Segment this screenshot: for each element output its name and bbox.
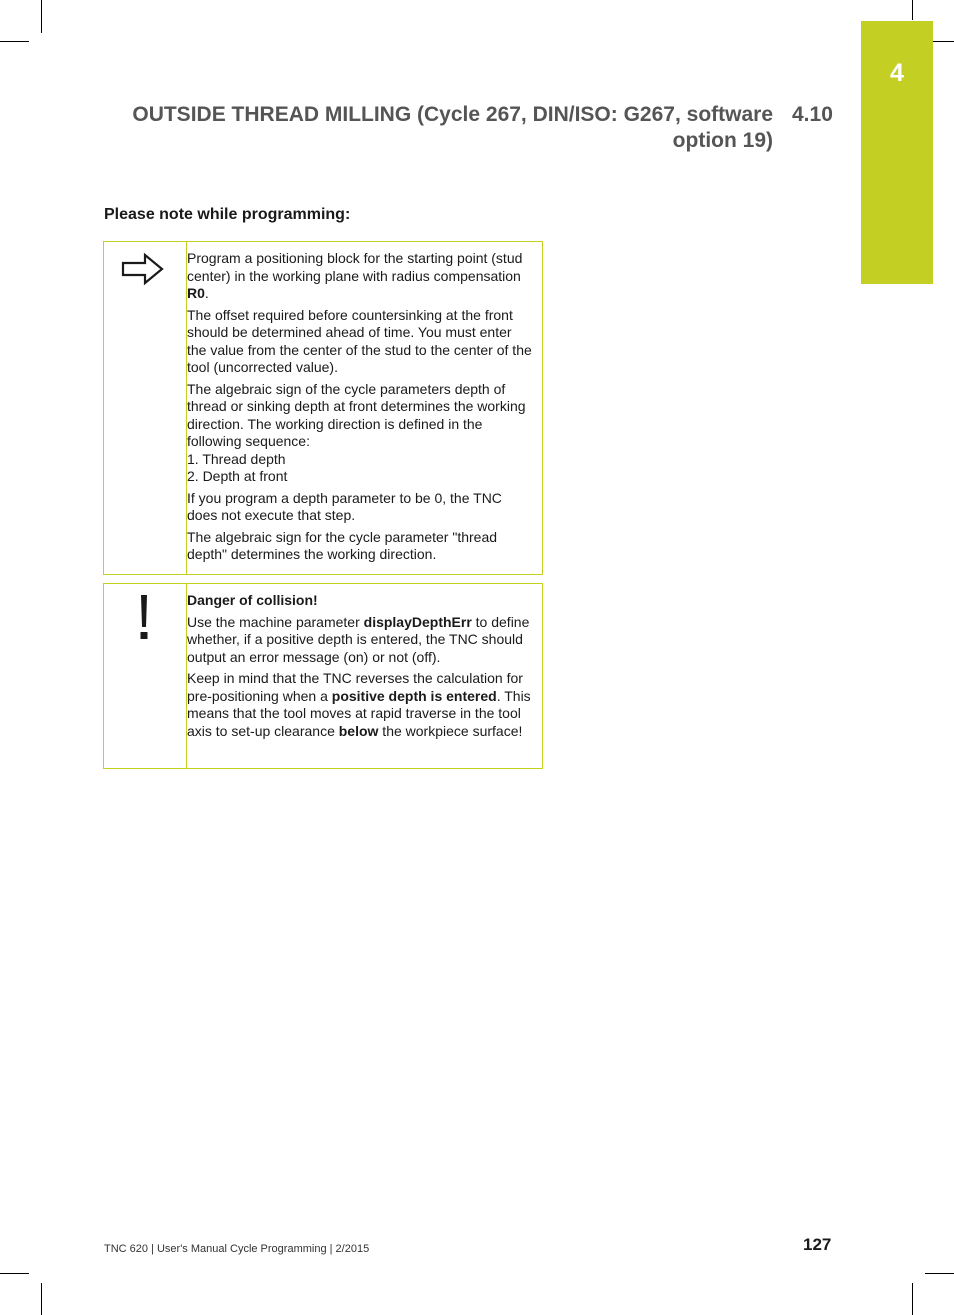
crop-mark <box>912 0 913 20</box>
note-paragraph <box>187 250 532 303</box>
info-note-text <box>186 242 542 572</box>
subheading: Please note while programming: <box>104 206 351 223</box>
list-item: 2. Depth at front <box>187 468 288 484</box>
bold-text: below <box>338 722 379 739</box>
crop-mark <box>41 1283 42 1315</box>
text-span: the workpiece surface! <box>378 722 523 739</box>
crop-mark <box>41 0 42 33</box>
crop-mark <box>0 1273 29 1274</box>
chapter-number: 4 <box>890 59 904 87</box>
warning-note <box>103 583 543 769</box>
text-span: . This means that the tool moves at rapid traverse in the tool axis to set-up clearance <box>187 687 531 739</box>
crop-mark <box>912 1283 913 1315</box>
warning-title <box>187 592 532 610</box>
footer-text: TNC 620 | User's Manual Cycle Programming | 2/2015 <box>104 1243 370 1255</box>
crop-mark <box>925 1273 954 1274</box>
page-title-line1: OUTSIDE THREAD MILLING (Cycle 267, DIN/ISO: G267, software <box>132 103 773 126</box>
bold-text: positive depth is entered <box>331 687 497 704</box>
text-span: to define whether, if a positive depth is entered, the TNC should output an error message (on) or not (off). <box>187 613 530 665</box>
divider <box>186 242 187 574</box>
crop-mark <box>0 41 29 42</box>
bold-text: displayDepthErr <box>363 613 472 630</box>
page-number: 127 <box>803 1235 832 1254</box>
bold-text: Danger of collision! <box>187 592 318 608</box>
info-icon-column <box>104 242 186 574</box>
text-span: Program a positioning block for the starting point (stud center) in the working plane with radius compensation <box>187 250 523 284</box>
divider <box>186 584 187 768</box>
chapter-tab <box>861 21 933 284</box>
warning-note-text <box>186 584 542 748</box>
text-span: The algebraic sign of the cycle parameters depth of thread or sinking depth at front determines the working direction. The working direction is defined in the following sequence: <box>187 380 526 449</box>
warning-icon-column <box>104 584 186 768</box>
note-paragraph: If you program a depth parameter to be 0, the TNC does not execute that step. <box>187 489 502 523</box>
bold-text: R0 <box>187 285 205 301</box>
text-span: . <box>204 285 209 301</box>
arrow-right-icon <box>121 252 165 286</box>
note-paragraph: The algebraic sign for the cycle parameter "thread depth" determines the working direction. <box>187 528 498 562</box>
page-title <box>113 102 773 154</box>
note-paragraph <box>187 614 532 667</box>
note-paragraph <box>187 670 532 740</box>
note-paragraph <box>187 381 532 486</box>
text-span: Use the machine parameter <box>187 613 364 630</box>
note-paragraph: The offset required before countersinking at the front should be determined ahead of time. You must enter the value from the center of the stud to the center of the tool (uncorrected value). <box>187 306 532 375</box>
list-item: 1. Thread depth <box>187 450 286 467</box>
text-span: Keep in mind that the TNC reverses the calculation for pre-positioning when a <box>187 670 523 704</box>
exclamation-icon <box>138 595 150 643</box>
info-note <box>103 241 543 575</box>
section-number: 4.10 <box>792 103 833 126</box>
page-title-line2: option 19) <box>672 129 773 152</box>
